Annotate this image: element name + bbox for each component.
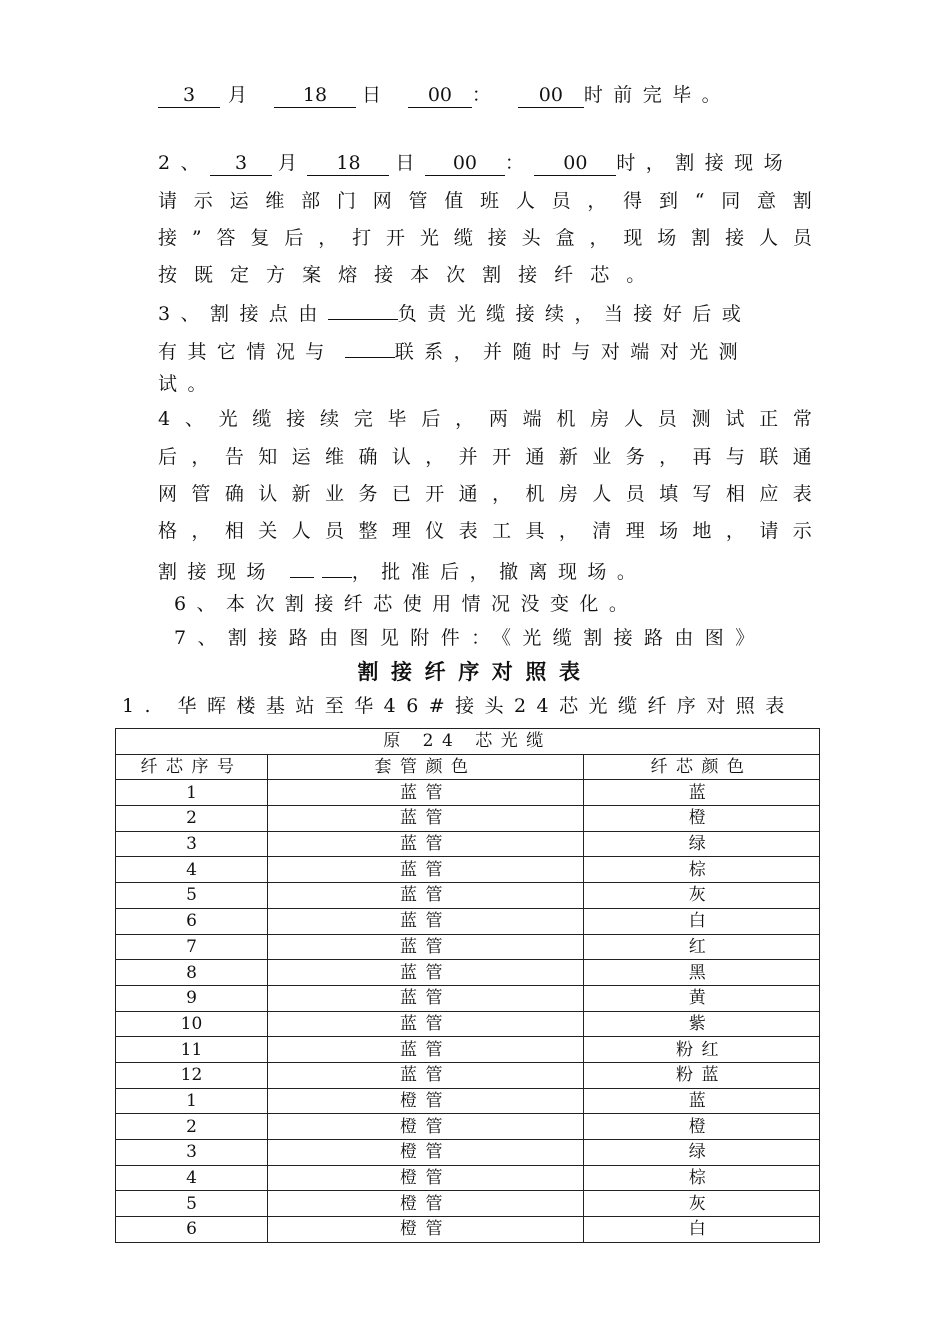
fiber-color-cell: 粉红 xyxy=(584,1037,820,1063)
fiber-color-cell: 红 xyxy=(584,934,820,960)
table-subtitle: 1. 华晖楼基站至华46#接头24芯光缆纤序对照表 xyxy=(122,695,795,717)
item-2-colon: ： xyxy=(504,152,535,174)
tube-color-cell: 蓝管 xyxy=(268,1062,584,1088)
fiber-color-cell: 黄 xyxy=(584,985,820,1011)
fiber-number-cell: 3 xyxy=(116,1140,268,1166)
fiber-color-cell: 蓝 xyxy=(584,780,820,806)
hour-blank: 00 xyxy=(408,83,472,108)
tube-color-cell: 蓝管 xyxy=(268,908,584,934)
table-heading: 割接纤序对照表 xyxy=(357,659,593,684)
fiber-number-cell: 4 xyxy=(116,1165,268,1191)
item-4-line-5-a: 割接现场 xyxy=(158,561,276,583)
fiber-color-cell: 白 xyxy=(584,908,820,934)
table-row xyxy=(116,883,820,909)
item-2-line-4: 按 既 定 方 案 熔 接 本 次 割 接 纤 芯 。 xyxy=(158,264,646,286)
table-row xyxy=(116,857,820,883)
report-blank-2 xyxy=(322,553,352,578)
table-caption: 原 24 芯光缆 xyxy=(116,729,820,755)
item-3-part-1: 3、割接点由 xyxy=(158,303,328,325)
table-row xyxy=(116,1088,820,1114)
fiber-color-cell: 绿 xyxy=(584,1140,820,1166)
fiber-number-cell: 1 xyxy=(116,1088,268,1114)
table-row xyxy=(116,1062,820,1088)
item-2-line-1 xyxy=(158,148,793,178)
tube-color-cell: 橙管 xyxy=(268,1165,584,1191)
fiber-color-cell: 黑 xyxy=(584,960,820,986)
tube-color-cell: 蓝管 xyxy=(268,985,584,1011)
fiber-number-cell: 6 xyxy=(116,1217,268,1243)
fiber-number-cell: 5 xyxy=(116,883,268,909)
fiber-number-cell: 8 xyxy=(116,960,268,986)
table-row xyxy=(116,1114,820,1140)
item-2-minute-blank: 00 xyxy=(534,151,616,176)
item-3-part-3: 有其它情况与 xyxy=(158,341,335,363)
header-tube-color: 套管颜色 xyxy=(268,754,584,780)
table-header-row xyxy=(116,754,820,780)
fiber-color-cell: 白 xyxy=(584,1217,820,1243)
item-2-tail: 时，割接现场 xyxy=(616,152,794,174)
fiber-number-cell: 4 xyxy=(116,857,268,883)
item-4-line-3: 网 管 确 认 新 业 务 已 开 通 ， 机 房 人 员 填 写 相 应 表 xyxy=(158,483,812,505)
tube-color-cell: 蓝管 xyxy=(268,1011,584,1037)
table-row xyxy=(116,1191,820,1217)
table-row xyxy=(116,1217,820,1243)
item-4-line-4: 格 ， 相 关 人 员 整 理 仪 表 工 具 ， 清 理 场 地 ， 请 示 xyxy=(158,520,812,542)
item-4-line-1: 4 、 光 缆 接 续 完 毕 后 ， 两 端 机 房 人 员 测 试 正 常 xyxy=(158,408,812,430)
tube-color-cell: 橙管 xyxy=(268,1140,584,1166)
item-2-month-unit: 月 xyxy=(278,152,308,174)
fiber-color-cell: 灰 xyxy=(584,1191,820,1217)
contact-blank xyxy=(345,333,395,358)
tube-color-cell: 蓝管 xyxy=(268,934,584,960)
fiber-color-cell: 绿 xyxy=(584,831,820,857)
item-2-line-3: 接 ” 答 复 后 ， 打 开 光 缆 接 头 盒 ， 现 场 割 接 人 员 xyxy=(158,227,812,249)
tube-color-cell: 蓝管 xyxy=(268,780,584,806)
item-4-line-5 xyxy=(158,553,646,583)
item-6: 6、本次割接纤芯使用情况没变化。 xyxy=(174,593,639,615)
item-2-line-2: 请 示 运 维 部 门 网 管 值 班 人 员 ， 得 到 “ 同 意 割 xyxy=(158,190,812,212)
item-2-prefix: 2、 xyxy=(158,152,210,174)
minute-blank: 00 xyxy=(518,83,584,108)
table-row xyxy=(116,908,820,934)
item-7: 7、割接路由图见附件：《光缆割接路由图》 xyxy=(174,627,766,649)
fiber-number-cell: 3 xyxy=(116,831,268,857)
item-2-day-unit: 日 xyxy=(395,152,425,174)
responsible-party-blank xyxy=(328,295,398,320)
fiber-color-cell: 蓝 xyxy=(584,1088,820,1114)
fiber-color-cell: 紫 xyxy=(584,1011,820,1037)
fiber-number-cell: 6 xyxy=(116,908,268,934)
item-4-line-2: 后 ， 告 知 运 维 确 认 ， 并 开 通 新 业 务 ， 再 与 联 通 xyxy=(158,446,812,468)
fiber-number-cell: 9 xyxy=(116,985,268,1011)
item-3-part-4: 联系，并随时与对端对光测 xyxy=(394,341,749,363)
colon: ： xyxy=(471,84,502,106)
item-4-line-5-b: ，批准后，撤离现场。 xyxy=(351,561,647,583)
report-blank-1 xyxy=(290,553,314,578)
month-unit: 月 xyxy=(228,84,258,106)
tube-color-cell: 蓝管 xyxy=(268,960,584,986)
completion-tail: 时前完毕。 xyxy=(583,84,732,106)
item-3-part-2: 负责光缆接续，当接好后或 xyxy=(397,303,752,325)
table-row xyxy=(116,1011,820,1037)
day-unit: 日 xyxy=(361,84,392,106)
table-row xyxy=(116,780,820,806)
table-row xyxy=(116,1037,820,1063)
tube-color-cell: 橙管 xyxy=(268,1114,584,1140)
month-blank: 3 xyxy=(158,83,220,108)
fiber-color-cell: 棕 xyxy=(584,1165,820,1191)
fiber-color-cell: 灰 xyxy=(584,883,820,909)
item-3-line-1 xyxy=(158,295,751,325)
tube-color-cell: 橙管 xyxy=(268,1088,584,1114)
header-fiber-color: 纤芯颜色 xyxy=(584,754,820,780)
table-row xyxy=(116,960,820,986)
tube-color-cell: 橙管 xyxy=(268,1217,584,1243)
fiber-number-cell: 2 xyxy=(116,1114,268,1140)
tube-color-cell: 蓝管 xyxy=(268,806,584,832)
item-2-month-blank: 3 xyxy=(210,151,272,176)
table-row xyxy=(116,934,820,960)
fiber-number-cell: 12 xyxy=(116,1062,268,1088)
tube-color-cell: 蓝管 xyxy=(268,831,584,857)
table-row xyxy=(116,1140,820,1166)
fiber-number-cell: 7 xyxy=(116,934,268,960)
day-blank: 18 xyxy=(274,83,356,108)
fiber-number-cell: 5 xyxy=(116,1191,268,1217)
item-3-line-3: 试。 xyxy=(158,373,217,395)
tube-color-cell: 橙管 xyxy=(268,1191,584,1217)
fiber-number-cell: 2 xyxy=(116,806,268,832)
table-caption-row xyxy=(116,729,820,755)
table-body xyxy=(116,780,820,1242)
tube-color-cell: 蓝管 xyxy=(268,857,584,883)
fiber-color-cell: 粉蓝 xyxy=(584,1062,820,1088)
tube-color-cell: 蓝管 xyxy=(268,883,584,909)
table-row xyxy=(116,831,820,857)
completion-time-line xyxy=(158,80,731,110)
fiber-order-table xyxy=(115,728,820,1243)
fiber-color-cell: 橙 xyxy=(584,806,820,832)
item-3-line-2 xyxy=(158,333,748,363)
fiber-color-cell: 棕 xyxy=(584,857,820,883)
fiber-color-cell: 橙 xyxy=(584,1114,820,1140)
fiber-number-cell: 10 xyxy=(116,1011,268,1037)
item-2-day-blank: 18 xyxy=(307,151,389,176)
header-fiber-number: 纤芯序号 xyxy=(116,754,268,780)
table-row xyxy=(116,806,820,832)
tube-color-cell: 蓝管 xyxy=(268,1037,584,1063)
item-2-hour-blank: 00 xyxy=(425,151,505,176)
fiber-number-cell: 11 xyxy=(116,1037,268,1063)
table-row xyxy=(116,1165,820,1191)
fiber-number-cell: 1 xyxy=(116,780,268,806)
table-row xyxy=(116,985,820,1011)
